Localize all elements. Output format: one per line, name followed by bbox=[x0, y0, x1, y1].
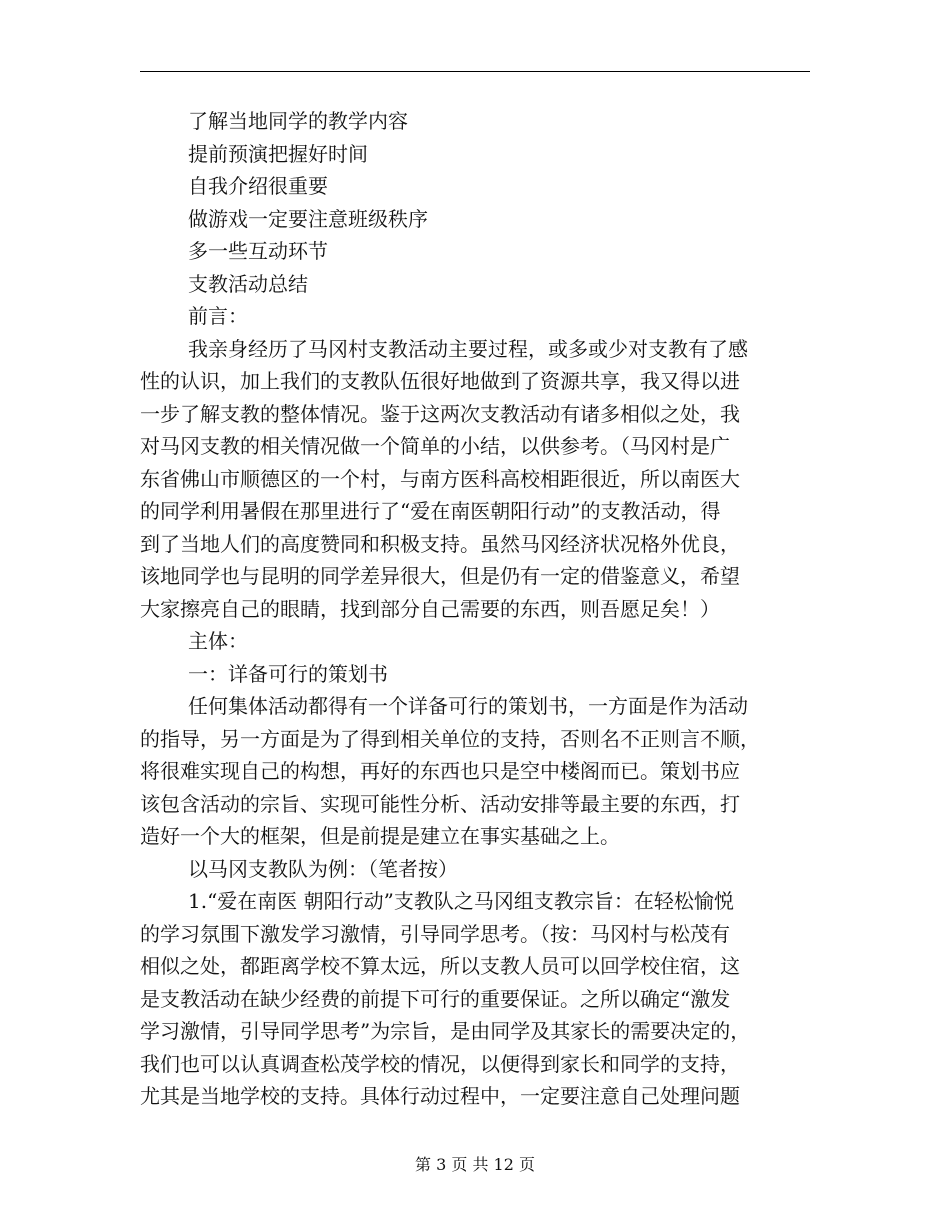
text-line: 1.“爱在南医 朝阳行动”支教队之马冈组支教宗旨：在轻松愉悦 bbox=[188, 889, 734, 913]
text-line: 前言： bbox=[188, 304, 248, 328]
document-body bbox=[140, 105, 810, 1113]
text-line: 的指导，另一方面是为了得到相关单位的支持，否则名不正则言不顺， bbox=[140, 726, 760, 751]
text-line: 任何集体活动都得有一个详备可行的策划书，一方面是作为活动 bbox=[188, 694, 748, 718]
text-line: 是支教活动在缺少经费的前提下可行的重要保证。之所以确定“激发 bbox=[140, 986, 731, 1011]
text-line: 自我介绍很重要 bbox=[188, 174, 328, 198]
text-line: 主体： bbox=[188, 629, 248, 653]
text-line: 学习激情，引导同学思考”为宗旨，是由同学及其家长的需要决定的， bbox=[140, 1019, 751, 1043]
text-line: 支教活动总结 bbox=[188, 271, 308, 296]
text-line: 一步了解支教的整体情况。鉴于这两次支教活动有诸多相似之处，我 bbox=[140, 401, 740, 426]
text-line: 的学习氛围下激发学习激情，引导同学思考。（按：马冈村与松茂有 bbox=[140, 921, 730, 946]
text-line: 我们也可以认真调查松茂学校的情况，以便得到家长和同学的支持， bbox=[140, 1051, 740, 1076]
text-line: 尤其是当地学校的支持。具体行动过程中，一定要注意自己处理问题 bbox=[140, 1084, 740, 1108]
text-line: 我亲身经历了马冈村支教活动主要过程，或多或少对支教有了感 bbox=[188, 336, 748, 361]
text-line: 一：详备可行的策划书 bbox=[188, 661, 388, 686]
text-line: 以马冈支教队为例：（笔者按） bbox=[188, 856, 458, 881]
text-line: 性的认识，加上我们的支教队伍很好地做到了资源共享，我又得以进 bbox=[140, 369, 740, 393]
text-line: 做游戏一定要注意班级秩序 bbox=[188, 206, 428, 231]
text-line: 相似之处，都距离学校不算太远，所以支教人员可以回学校住宿，这 bbox=[140, 954, 740, 978]
text-line: 到了当地人们的高度赞同和积极支持。虽然马冈经济状况格外优良， bbox=[140, 531, 740, 556]
text-line: 造好一个大的框架，但是前提是建立在事实基础之上。 bbox=[140, 824, 620, 848]
text-line: 该地同学也与昆明的同学差异很大，但是仍有一定的借鉴意义，希望 bbox=[140, 564, 740, 588]
text-line: 大家擦亮自己的眼睛，找到部分自己需要的东西，则吾愿足矣！） bbox=[140, 596, 720, 621]
text-line: 提前预演把握好时间 bbox=[188, 141, 368, 166]
text-line: 的同学利用暑假在那里进行了“爱在南医朝阳行动”的支教活动，得 bbox=[140, 499, 721, 523]
text-line: 该包含活动的宗旨、实现可能性分析、活动安排等最主要的东西，打 bbox=[140, 791, 740, 816]
text-line: 多一些互动环节 bbox=[188, 239, 328, 263]
text-line: 将很难实现自己的构想，再好的东西也只是空中楼阁而已。策划书应 bbox=[140, 759, 740, 783]
text-line: 对马冈支教的相关情况做一个简单的小结，以供参考。（马冈村是广 bbox=[140, 434, 730, 458]
header-rule bbox=[140, 71, 810, 72]
text-line: 了解当地同学的教学内容 bbox=[188, 109, 408, 133]
page-footer: 第 3 页 共 12 页 bbox=[415, 1155, 535, 1174]
text-line: 东省佛山市顺德区的一个村，与南方医科高校相距很近，所以南医大 bbox=[140, 466, 740, 491]
